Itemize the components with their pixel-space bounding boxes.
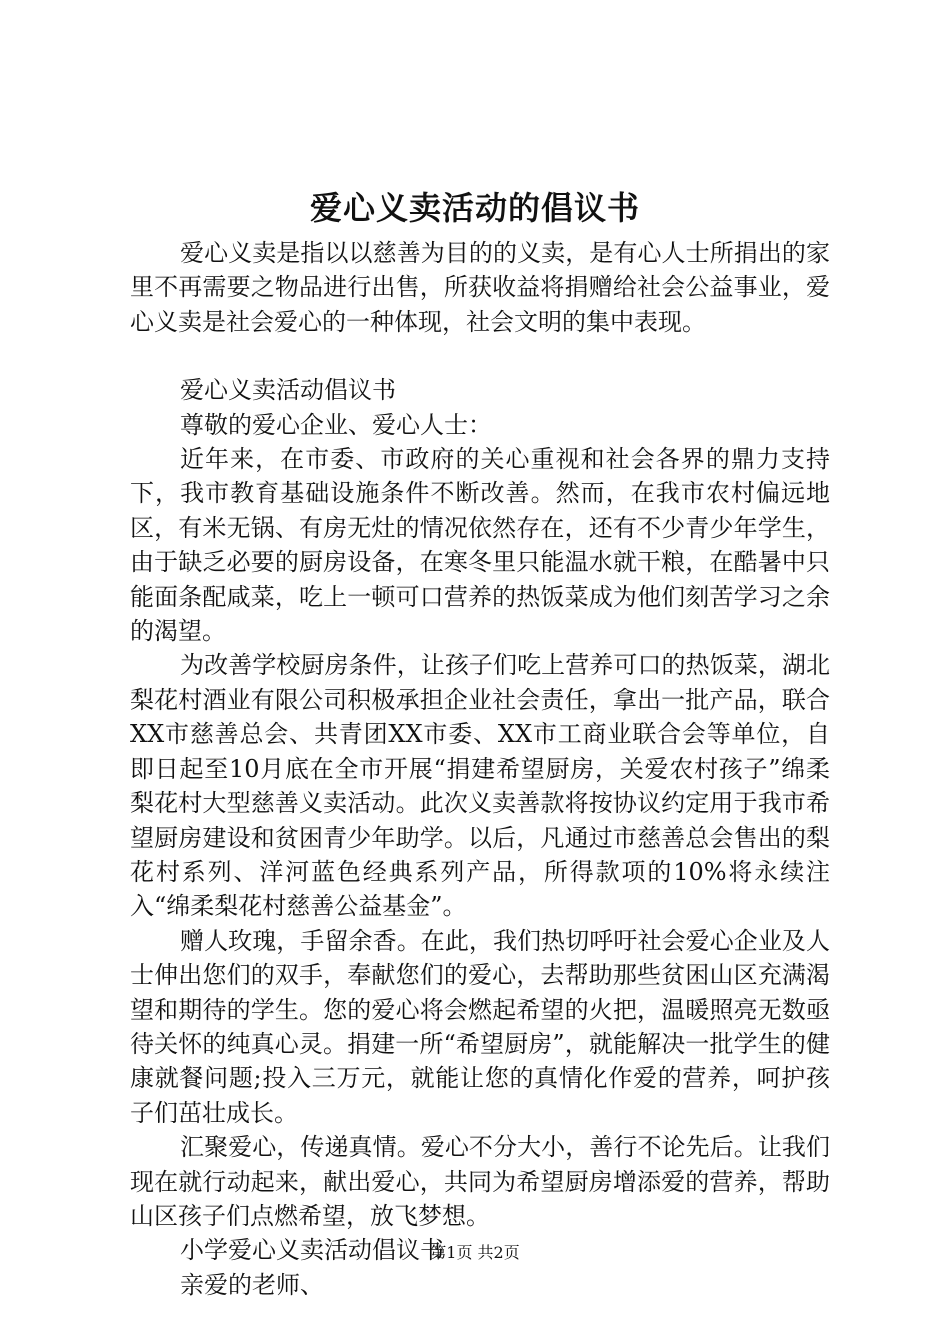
salutation: 尊敬的爱心企业、爱心人士：: [180, 410, 492, 439]
paragraph-appeal: 赠人玫瑰，手留余香。在此，我们热切呼吁社会爱心企业及人士伸出您们的双手，奉献您们的爱心，去帮助那些贫困山区充满渴望和期待的学生。您的爱心将会燃起希望的火把，温暖照亮无数亟待关怀的纯真心灵。捐建一所“希望厨房”，就能解决一批学生的健康就餐问题;投入三万元，就能让您的真情化作爱的营养，呵护孩子们茁壮成长。: [130, 926, 830, 1127]
intro-paragraph: 爱心义卖是指以以慈善为目的的义卖，是有心人士所捐出的家里不再需要之物品进行出售，所获收益将捐赠给社会公益事业，爱心义卖是社会爱心的一种体现，社会文明的集中表现。: [130, 239, 830, 336]
page-footer: 第1页 共2页: [430, 1243, 520, 1262]
heading-proposal: 爱心义卖活动倡议书: [180, 376, 396, 405]
salutation-teachers: 亲爱的老师、: [180, 1270, 324, 1299]
paragraph-background: 近年来，在市委、市政府的关心重视和社会各界的鼎力支持下，我市教育基础设施条件不断改善。然而，在我市农村偏远地区，有米无锅、有房无灶的情况依然存在，还有不少青少年学生，由于缺乏必要的厨房设备，在寒冬里只能温水就干粮，在酷暑中只能面条配咸菜，吃上一顿可口营养的热饭菜成为他们刻苦学习之余的渴望。: [130, 445, 830, 646]
document-title: 爱心义卖活动的倡议书: [309, 189, 640, 227]
document-body: [130, 236, 830, 1302]
paragraph-closing: 汇聚爱心，传递真情。爱心不分大小，善行不论先后。让我们现在就行动起来，献出爱心，共同为希望厨房增添爱的营养，帮助山区孩子们点燃希望，放飞梦想。: [130, 1133, 830, 1230]
heading-school-proposal: 小学爱心义卖活动倡议书: [180, 1236, 444, 1265]
paragraph-gap: [130, 339, 830, 373]
paragraph-activity: 为改善学校厨房条件，让孩子们吃上营养可口的热饭菜，湖北梨花村酒业有限公司积极承担企业社会责任，拿出一批产品，联合XX市慈善总会、共青团XX市委、XX市工商业联合会等单位，自即日起至10月底在全市开展“捐建希望厨房，关爱农村孩子”绵柔梨花村大型慈善义卖活动。此次义卖善款将按协议约定用于我市希望厨房建设和贫困青少年助学。以后，凡通过市慈善总会售出的梨花村系列、洋河蓝色经典系列产品，所得款项的10%将永续注入“绵柔梨花村慈善公益基金”。: [130, 651, 830, 921]
